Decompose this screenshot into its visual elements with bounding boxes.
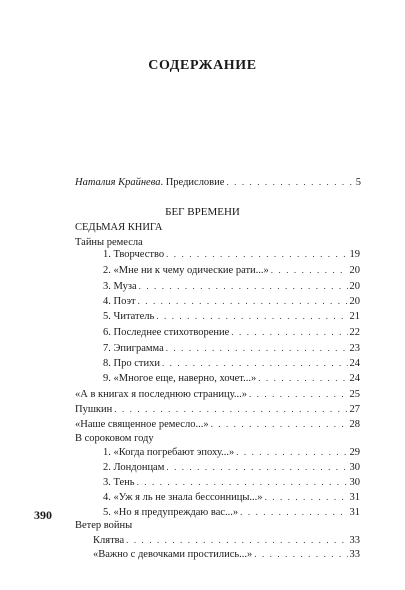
toc-entry [103, 248, 360, 260]
leader-dots [126, 534, 347, 546]
toc-entry [103, 461, 360, 473]
toc-page-number: 33 [349, 549, 360, 560]
leader-dots [166, 342, 348, 354]
leader-dots [138, 295, 348, 307]
toc-page-number: 31 [349, 492, 360, 503]
leader-dots [166, 248, 347, 260]
toc-entry-label: 6. Последнее стихотворение [103, 327, 230, 338]
group-heading: В сороковом году [75, 433, 154, 444]
toc-entry-label: Клятва [93, 535, 125, 546]
toc-page-number: 29 [349, 447, 360, 458]
toc-entry [103, 295, 360, 307]
toc-entry [93, 548, 360, 560]
toc-entry [103, 446, 360, 458]
toc-page-number: 23 [349, 343, 360, 354]
toc-entry [75, 403, 360, 415]
toc-page-number: 33 [349, 535, 360, 546]
toc-page-number: 20 [349, 265, 360, 276]
leader-dots [114, 403, 347, 415]
toc-page-number: 20 [349, 281, 360, 292]
group-heading: Тайны ремесла [75, 237, 143, 248]
toc-entry [103, 264, 360, 276]
toc-entry-label: 4. «Уж я ль не знала бессонницы...» [103, 492, 263, 503]
toc-page-number: 5 [355, 177, 361, 188]
leader-dots [240, 506, 347, 518]
leader-dots [211, 418, 348, 430]
toc-page-number: 31 [349, 507, 360, 518]
section-heading: БЕГ ВРЕМЕНИ [165, 206, 240, 218]
group-heading: Ветер войны [75, 520, 133, 531]
toc-page-number: 30 [349, 462, 360, 473]
toc-entry-label: 2. Лондонцам [103, 462, 165, 473]
leader-dots [162, 357, 348, 369]
toc-entry-label: 8. Про стихи [103, 358, 160, 369]
leader-dots [137, 476, 348, 488]
toc-entry-label: Пушкин [75, 404, 113, 415]
toc-entry [103, 326, 360, 338]
book-heading: СЕДЬМАЯ КНИГА [75, 222, 163, 233]
toc-entry-label: Наталия Крайнева. Предисловие [75, 177, 225, 188]
leader-dots [249, 388, 348, 400]
toc-entry-label: «Наше священное ремесло...» [75, 419, 209, 430]
toc-entry-label: 5. «Но я предупреждаю вас...» [103, 507, 239, 518]
toc-page-number: 22 [349, 327, 360, 338]
toc-page-number: 20 [349, 296, 360, 307]
toc-entry-label: «А в книгах я последнюю страницу...» [75, 389, 247, 400]
leader-dots [139, 280, 348, 292]
toc-page-number: 21 [349, 311, 360, 322]
leader-dots [236, 446, 347, 458]
toc-page-number: 30 [349, 477, 360, 488]
leader-dots [271, 264, 348, 276]
toc-page-number: 24 [349, 358, 360, 369]
leader-dots [156, 310, 347, 322]
toc-entry-label: 2. «Мне ни к чему одические рати...» [103, 265, 269, 276]
toc-entry [103, 280, 360, 292]
toc-entry [103, 342, 360, 354]
toc-page-number: 19 [349, 249, 360, 260]
toc-entry-label: 3. Тень [103, 477, 135, 488]
toc-page-number: 24 [349, 373, 360, 384]
toc-page-number: 28 [349, 419, 360, 430]
preface-label: Предисловие [165, 177, 225, 188]
page-title: СОДЕРЖАНИЕ [148, 58, 257, 73]
toc-entry [103, 476, 360, 488]
toc-entry-label: 3. Муза [103, 281, 137, 292]
leader-dots [258, 372, 347, 384]
toc-entry-label: 5. Читатель [103, 311, 155, 322]
page-number: 390 [34, 508, 52, 522]
toc-entry [103, 372, 360, 384]
toc-entry-label: 4. Поэт [103, 296, 136, 307]
leader-dots [231, 326, 347, 338]
leader-dots [166, 461, 347, 473]
toc-entry [93, 534, 360, 546]
toc-entry-label: 1. «Когда погребают эпоху...» [103, 447, 235, 458]
leader-dots [265, 491, 348, 503]
leader-dots [254, 548, 347, 560]
leader-dots [226, 176, 353, 188]
toc-entry-label: 1. Творчество [103, 249, 165, 260]
toc-entry [103, 506, 360, 518]
toc-entry [103, 491, 360, 503]
preface-author: Наталия Крайнева [75, 177, 161, 188]
toc-entry [103, 357, 360, 369]
toc-entry [75, 418, 360, 430]
toc-entry-preface [75, 176, 361, 188]
toc-page-number: 25 [349, 389, 360, 400]
toc-page-number: 27 [349, 404, 360, 415]
toc-entry-label: 9. «Многое еще, наверно, хочет...» [103, 373, 257, 384]
toc-entry-label: 7. Эпиграмма [103, 343, 164, 354]
toc-entry-label: «Важно с девочками простились...» [93, 549, 253, 560]
toc-entry [75, 388, 360, 400]
toc-entry [103, 310, 360, 322]
